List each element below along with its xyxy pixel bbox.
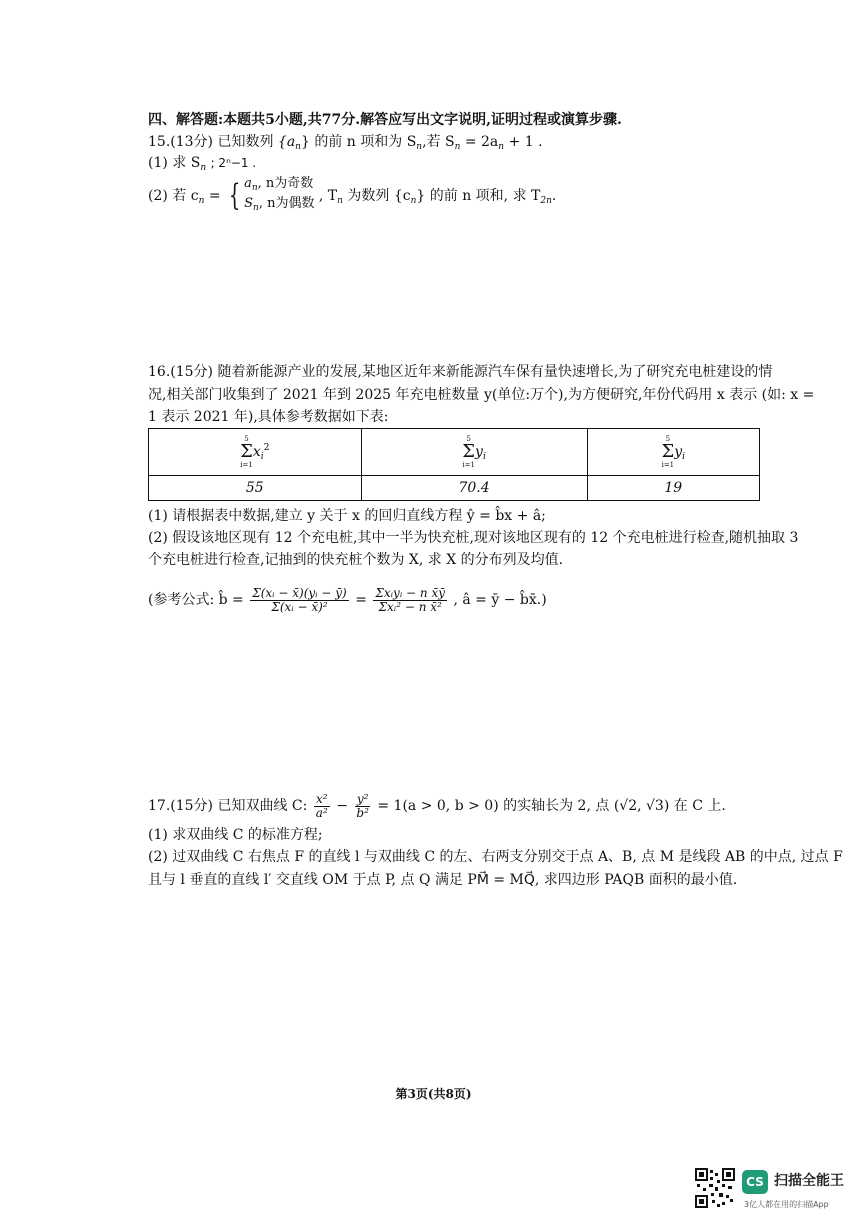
q16-part2-line1: (2) 假设该地区现有 12 个充电桩,其中一半为快充桩,现对该地区现有的 12 个充电桩进行检查,随机抽取 3: [148, 530, 799, 546]
table-cell: 55: [149, 476, 362, 501]
q16-line3: 1 表示 2021 年),具体参考数据如下表:: [148, 409, 389, 425]
q17-part2-line2: 且与 l 垂直的直线 l′ 交直线 OM 于点 P, 点 Q 满足 PM⃗ = MQ⃗, 求四边形 PAQB 面积的最小值.: [148, 872, 738, 888]
formula-num-1: Σ(xᵢ − x̄)(yᵢ − ȳ): [252, 585, 347, 600]
q17-frac2-den: b²: [356, 805, 369, 820]
table-header-cell: 5 Σ i=1 $y_i$: [361, 429, 587, 476]
q15-part1-text: (1) 求 S: [148, 155, 201, 171]
q15-stem-pre: 15.(13分) 已知数列: [148, 134, 274, 150]
q15-seq-a: {a: [277, 134, 296, 150]
q15-sub-n-1: n: [454, 142, 461, 152]
formula-post: , â = ȳ − b̂x̄.): [453, 592, 547, 608]
q16-line2: 况,相关部门收集到了 2021 年到 2025 年充电桩数量 y(单位:万个),为方便研究,年份代码用 x 表示 (如: x =: [148, 387, 815, 403]
formula-num-2: Σxᵢyᵢ − n x̄ȳ: [375, 585, 446, 600]
q17-stem: 17.(15分) 已知双曲线 C: $\frac{\text{x²}}{\text{a²}}$ − $\frac{\text{y²}}{\text{b²}}$ = 1(a > 0, b > 0) 的实轴长为 2, 点 (√2, √3) 在 C 上.: [148, 791, 726, 820]
table-cell: 70.4: [361, 476, 587, 501]
header-term: x: [252, 444, 261, 460]
q15-stem-mid-sub: n: [416, 142, 423, 152]
header-term: y: [475, 444, 483, 460]
q15-stem: [148, 133, 543, 156]
table-cell: 19: [587, 476, 759, 501]
table-header-cell: 5 Σ i=1 $x_i^2$: [149, 429, 362, 476]
q15-case1-text: , n为奇数: [257, 176, 314, 191]
q15-sub-n-5: n: [253, 203, 259, 213]
q15-sub-n-4: n: [251, 183, 258, 193]
q15-case1-var: a: [244, 176, 252, 191]
section-header: 四、解答题:本题共5小题,共77分.解答应写出文字说明,证明过程或演算步骤.: [148, 112, 622, 128]
sigma-lower: i=1: [462, 461, 475, 469]
q17-frac1-den: a²: [315, 805, 328, 820]
formula-den-2: Σxᵢ² − n x̄²: [378, 599, 442, 614]
q15-case2-var: S: [244, 196, 254, 211]
scanner-logo-icon: CS: [742, 1170, 768, 1194]
q15-part2-post2: 为数列 {c: [347, 188, 411, 204]
qr-code-icon: [695, 1168, 735, 1208]
q15-handwriting: ; 2ⁿ−1 .: [210, 156, 257, 170]
table-row: [149, 476, 760, 501]
q17-part2-line1: (2) 过双曲线 C 右焦点 F 的直线 l 与双曲线 C 的左、右两支分别交于点 A、B, 点 M 是线段 AB 的中点, 过点 F: [148, 849, 843, 865]
q15-part2-post: , T: [318, 188, 338, 204]
q15-sub-n-6: n: [337, 196, 343, 206]
sigma-upper: 5: [466, 435, 471, 443]
q15-eq-tail: + 1 .: [508, 134, 543, 150]
q15-sub-n-7: n: [410, 196, 417, 206]
formula-frac-1: [250, 587, 349, 614]
q16-part2-line2: 个充电桩进行检查,记抽到的快充桩个数为 X, 求 X 的分布列及均值.: [148, 552, 564, 568]
formula-frac-2: [373, 587, 447, 614]
q15-seq-a-sub: n: [295, 142, 301, 152]
q15-case2-text: , n为偶数: [258, 196, 315, 211]
table-header-cell: 5 Σ i=1 $y_i$: [587, 429, 759, 476]
q15-sub-2n: 2n: [540, 196, 552, 206]
q16-data-table: [148, 428, 760, 501]
q15-part2: (2) 若 $c_n$ = { $a_n$, n为奇数 $S_n$, n为偶数 , $T_n$ 为数列 $\{c_n\}$ 的前 n 项和, 求 $T_{2n}$.: [148, 176, 556, 217]
page-footer: 第3页(共8页): [395, 1087, 472, 1101]
q16-part1: (1) 请根据表中数据,建立 y 关于 x 的回归直线方程 ŷ = b̂x + â;: [148, 508, 546, 524]
formula-pre: (参考公式: b̂ =: [148, 592, 244, 608]
header-term: y: [674, 444, 683, 460]
q17-frac-x: [314, 793, 330, 820]
q15-sub-n-3: n: [198, 196, 205, 206]
scanner-tagline: 3亿人都在用的扫描App: [744, 1200, 829, 1209]
q15-part2-pre: (2) 若 c: [148, 188, 199, 204]
scanner-app-name: 扫描全能王: [774, 1173, 844, 1189]
q17-frac1-num: x²: [315, 791, 328, 806]
q15-stem-post: ,若 S: [422, 134, 455, 150]
q15-eq: = 2a: [464, 134, 499, 150]
sigma-lower: i=1: [661, 461, 675, 469]
q17-frac2-num: y²: [356, 791, 369, 806]
sigma-upper: 5: [665, 435, 671, 443]
q15-part1-sub: n: [200, 163, 207, 173]
q17-stem-pre: 17.(15分) 已知双曲线 C:: [148, 798, 308, 814]
q15-piecewise: { $a_n$, n为奇数 $S_n$, n为偶数: [228, 176, 315, 213]
q15-part1: [148, 154, 256, 177]
q17-part1: (1) 求双曲线 C 的标准方程;: [148, 827, 323, 843]
table-header-row: [149, 429, 760, 476]
q15-part2-post3: } 的前 n 项和, 求 T: [416, 188, 541, 204]
q15-sub-n-2: n: [498, 142, 505, 152]
q15-stem-mid: } 的前 n 项和为 S: [300, 134, 417, 150]
formula-den-1: Σ(xᵢ − x̄)²: [271, 599, 328, 614]
q17-frac-y: [354, 793, 371, 820]
q16-line1: 16.(15分) 随着新能源产业的发展,某地区近年来新能源汽车保有量快速增长,为了研究充电桩建设的情: [148, 364, 773, 380]
sigma-lower: i=1: [240, 461, 253, 469]
q16-formula: (参考公式: b̂ = $\frac{\text{Σ(xᵢ − x̄)(yᵢ − ȳ)}}{\text{Σ(xᵢ − x̄)²}}$ = $\frac{\text{Σxᵢyᵢ − n x̄ȳ}}{\text{Σxᵢ² − n x̄²}}$ , â = ȳ − b̂x̄.): [148, 585, 547, 614]
q17-stem-post: = 1(a > 0, b > 0) 的实轴长为 2, 点 (√2, √3) 在 C 上.: [377, 798, 726, 814]
sigma-upper: 5: [244, 435, 249, 443]
